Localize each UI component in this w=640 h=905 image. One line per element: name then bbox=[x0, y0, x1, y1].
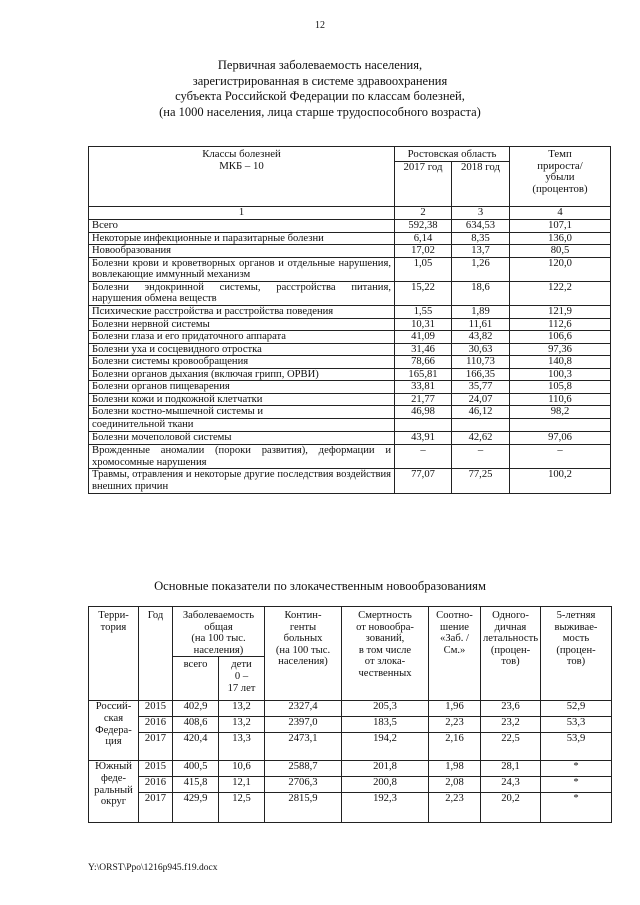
children-cell: 13,3 bbox=[219, 733, 265, 761]
table-header-row bbox=[89, 147, 611, 162]
disease-class: Некоторые инфекционные и паразитарные болезни bbox=[89, 232, 395, 245]
column-index-row bbox=[89, 206, 611, 219]
value-2017: 41,09 bbox=[395, 331, 452, 344]
growth-rate: 80,5 bbox=[510, 245, 611, 258]
table-row bbox=[89, 219, 611, 232]
table-row bbox=[89, 793, 612, 823]
col-index: 1 bbox=[89, 206, 395, 219]
children-cell: 12,1 bbox=[219, 777, 265, 793]
survival-cell: 53,9 bbox=[541, 733, 612, 761]
value-2017: 77,07 bbox=[395, 469, 452, 494]
lethality-cell: 24,3 bbox=[481, 777, 541, 793]
table-row bbox=[89, 381, 611, 394]
title-line: (на 1000 населения, лица старше трудоспособного возраста) bbox=[159, 104, 481, 119]
contingent-cell: 2588,7 bbox=[265, 761, 342, 777]
value-2018: 8,35 bbox=[452, 232, 510, 245]
year-header: Год bbox=[139, 607, 173, 701]
morbidity-table bbox=[88, 146, 611, 494]
growth-rate: 121,9 bbox=[510, 305, 611, 318]
lethality-cell: 23,6 bbox=[481, 701, 541, 717]
growth-rate: 100,2 bbox=[510, 469, 611, 494]
value-2017: 1,55 bbox=[395, 305, 452, 318]
ratio-cell: 1,96 bbox=[429, 701, 481, 717]
value-2018: 110,73 bbox=[452, 356, 510, 369]
growth-rate: 98,2 bbox=[510, 406, 611, 419]
table-row bbox=[89, 343, 611, 356]
value-2018: 35,77 bbox=[452, 381, 510, 394]
growth-rate: 107,1 bbox=[510, 219, 611, 232]
col-index: 3 bbox=[452, 206, 510, 219]
disease-class: Болезни костно-мышечной системы и bbox=[89, 406, 395, 419]
value-2018: 43,82 bbox=[452, 331, 510, 344]
total-cell: 402,9 bbox=[173, 701, 219, 717]
value-2018: 1,26 bbox=[452, 257, 510, 281]
disease-class: Травмы, отравления и некоторые другие последствия воздействия внешних причин bbox=[89, 469, 395, 494]
value-2017: 46,98 bbox=[395, 406, 452, 419]
table-row bbox=[89, 318, 611, 331]
table-row bbox=[89, 257, 611, 281]
year-cell: 2017 bbox=[139, 793, 173, 823]
growth-rate: 140,8 bbox=[510, 356, 611, 369]
table-row bbox=[89, 761, 612, 777]
table-row bbox=[89, 356, 611, 369]
lethality-cell: 20,2 bbox=[481, 793, 541, 823]
year-cell: 2016 bbox=[139, 717, 173, 733]
year-cell: 2015 bbox=[139, 701, 173, 717]
disease-class: Болезни органов дыхания (включая грипп, ОРВИ) bbox=[89, 368, 395, 381]
table-row bbox=[89, 281, 611, 305]
year-cell: 2017 bbox=[139, 733, 173, 761]
incidence-header: Заболеваемость общая (на 100 тыс. населения) bbox=[173, 607, 265, 657]
title-line: Первичная заболеваемость населения, bbox=[217, 58, 423, 72]
ratio-cell: 2,08 bbox=[429, 777, 481, 793]
value-2017: 592,38 bbox=[395, 219, 452, 232]
contingent-cell: 2706,3 bbox=[265, 777, 342, 793]
value-2017: 43,91 bbox=[395, 432, 452, 445]
lethality-cell: 23,2 bbox=[481, 717, 541, 733]
contingent-header: Контин- генты больных (на 100 тыс. населения) bbox=[265, 607, 342, 701]
table-row bbox=[89, 445, 611, 469]
table-row bbox=[89, 419, 611, 432]
contingent-cell: 2815,9 bbox=[265, 793, 342, 823]
page-number: 12 bbox=[315, 20, 325, 31]
children-header: дети 0 – 17 лет bbox=[219, 657, 265, 701]
table-row bbox=[89, 368, 611, 381]
lethality-header: Одного- дичная летальность (процен- тов) bbox=[481, 607, 541, 701]
value-2018: 46,12 bbox=[452, 406, 510, 419]
value-2018: 30,63 bbox=[452, 343, 510, 356]
table-row bbox=[89, 305, 611, 318]
value-2017: – bbox=[395, 445, 452, 469]
value-2017: 17,02 bbox=[395, 245, 452, 258]
table-row bbox=[89, 717, 612, 733]
total-cell: 400,5 bbox=[173, 761, 219, 777]
total-cell: 415,8 bbox=[173, 777, 219, 793]
table-row bbox=[89, 393, 611, 406]
children-cell: 12,5 bbox=[219, 793, 265, 823]
disease-class: Болезни уха и сосцевидного отростка bbox=[89, 343, 395, 356]
mortality-cell: 205,3 bbox=[342, 701, 429, 717]
survival-cell: * bbox=[541, 793, 612, 823]
value-2018: 11,61 bbox=[452, 318, 510, 331]
children-cell: 10,6 bbox=[219, 761, 265, 777]
growth-rate: 110,6 bbox=[510, 393, 611, 406]
mortality-header: Смертность от новообра- зований, в том числе от злока- чественных bbox=[342, 607, 429, 701]
morbidity-title bbox=[40, 58, 600, 120]
table-row bbox=[89, 245, 611, 258]
year-2017-header: 2017 год bbox=[395, 161, 452, 206]
disease-class: Новообразования bbox=[89, 245, 395, 258]
territory-header: Терри- тория bbox=[89, 607, 139, 701]
table-row bbox=[89, 777, 612, 793]
class-header: Классы болезней МКБ – 10 bbox=[89, 147, 395, 207]
mortality-cell: 200,8 bbox=[342, 777, 429, 793]
growth-rate: 122,2 bbox=[510, 281, 611, 305]
value-2017: 78,66 bbox=[395, 356, 452, 369]
mortality-cell: 183,5 bbox=[342, 717, 429, 733]
table-row bbox=[89, 469, 611, 494]
oncology-title: Основные показатели по злокачественным новообразованиям bbox=[154, 579, 486, 593]
ratio-header: Соотно- шение «Заб. / См.» bbox=[429, 607, 481, 701]
table-row bbox=[89, 432, 611, 445]
survival-header: 5-летняя выживае- мость (процен- тов) bbox=[541, 607, 612, 701]
survival-cell: 53,3 bbox=[541, 717, 612, 733]
ratio-cell: 2,23 bbox=[429, 717, 481, 733]
region-header: Ростовская область bbox=[395, 147, 510, 162]
growth-rate: 120,0 bbox=[510, 257, 611, 281]
contingent-cell: 2327,4 bbox=[265, 701, 342, 717]
table-row bbox=[89, 701, 612, 717]
disease-class: Болезни органов пищеварения bbox=[89, 381, 395, 394]
value-2018: 18,6 bbox=[452, 281, 510, 305]
value-2017: 31,46 bbox=[395, 343, 452, 356]
value-2017 bbox=[395, 419, 452, 432]
col-index: 4 bbox=[510, 206, 611, 219]
survival-cell: * bbox=[541, 777, 612, 793]
year-cell: 2015 bbox=[139, 761, 173, 777]
value-2017: 33,81 bbox=[395, 381, 452, 394]
mortality-cell: 201,8 bbox=[342, 761, 429, 777]
disease-class: Врожденные аномалии (пороки развития), деформации и хромосомные нарушения bbox=[89, 445, 395, 469]
value-2018: 77,25 bbox=[452, 469, 510, 494]
growth-rate: 97,06 bbox=[510, 432, 611, 445]
growth-rate bbox=[510, 419, 611, 432]
value-2018: – bbox=[452, 445, 510, 469]
growth-rate: 106,6 bbox=[510, 331, 611, 344]
disease-class: Болезни системы кровообращения bbox=[89, 356, 395, 369]
total-cell: 429,9 bbox=[173, 793, 219, 823]
mortality-cell: 192,3 bbox=[342, 793, 429, 823]
table-header-row bbox=[89, 607, 612, 657]
value-2017: 15,22 bbox=[395, 281, 452, 305]
disease-class: Болезни глаза и его придаточного аппарата bbox=[89, 331, 395, 344]
disease-class: Болезни кожи и подкожной клетчатки bbox=[89, 393, 395, 406]
survival-cell: 52,9 bbox=[541, 701, 612, 717]
value-2018: 42,62 bbox=[452, 432, 510, 445]
col-index: 2 bbox=[395, 206, 452, 219]
disease-class: Болезни нервной системы bbox=[89, 318, 395, 331]
value-2017: 10,31 bbox=[395, 318, 452, 331]
disease-class: соединительной ткани bbox=[89, 419, 395, 432]
file-path: Y:\ORST\Ppo\1216p945.f19.docx bbox=[88, 863, 218, 873]
year-cell: 2016 bbox=[139, 777, 173, 793]
disease-class: Болезни эндокринной системы, расстройства питания, нарушения обмена веществ bbox=[89, 281, 395, 305]
territory-cell: Россий- ская Федера- ция bbox=[89, 701, 139, 761]
total-header: всего bbox=[173, 657, 219, 701]
growth-rate: 100,3 bbox=[510, 368, 611, 381]
children-cell: 13,2 bbox=[219, 717, 265, 733]
ratio-cell: 2,16 bbox=[429, 733, 481, 761]
year-2018-header: 2018 год bbox=[452, 161, 510, 206]
value-2017: 21,77 bbox=[395, 393, 452, 406]
ratio-cell: 2,23 bbox=[429, 793, 481, 823]
title-line: субъекта Российской Федерации по классам болезней, bbox=[175, 89, 465, 103]
ratio-cell: 1,98 bbox=[429, 761, 481, 777]
value-2017: 6,14 bbox=[395, 232, 452, 245]
table-row bbox=[89, 406, 611, 419]
total-cell: 420,4 bbox=[173, 733, 219, 761]
disease-class: Всего bbox=[89, 219, 395, 232]
value-2017: 165,81 bbox=[395, 368, 452, 381]
value-2018: 166,35 bbox=[452, 368, 510, 381]
contingent-cell: 2397,0 bbox=[265, 717, 342, 733]
growth-rate: 136,0 bbox=[510, 232, 611, 245]
table-row bbox=[89, 733, 612, 761]
growth-rate: 112,6 bbox=[510, 318, 611, 331]
value-2018: 24,07 bbox=[452, 393, 510, 406]
growth-rate: 105,8 bbox=[510, 381, 611, 394]
value-2018: 1,89 bbox=[452, 305, 510, 318]
disease-class: Болезни мочеполовой системы bbox=[89, 432, 395, 445]
growth-rate: – bbox=[510, 445, 611, 469]
value-2017: 1,05 bbox=[395, 257, 452, 281]
total-cell: 408,6 bbox=[173, 717, 219, 733]
disease-class: Психические расстройства и расстройства поведения bbox=[89, 305, 395, 318]
lethality-cell: 22,5 bbox=[481, 733, 541, 761]
survival-cell: * bbox=[541, 761, 612, 777]
lethality-cell: 28,1 bbox=[481, 761, 541, 777]
mortality-cell: 194,2 bbox=[342, 733, 429, 761]
table-row bbox=[89, 331, 611, 344]
title-line: зарегистрированная в системе здравоохранения bbox=[192, 73, 448, 88]
value-2018 bbox=[452, 419, 510, 432]
disease-class: Болезни крови и кроветворных органов и отдельные нарушения, вовлекающие иммунный механизм bbox=[89, 257, 395, 281]
value-2018: 634,53 bbox=[452, 219, 510, 232]
oncology-table bbox=[88, 606, 612, 823]
value-2018: 13,7 bbox=[452, 245, 510, 258]
children-cell: 13,2 bbox=[219, 701, 265, 717]
table-row bbox=[89, 232, 611, 245]
growth-header: Темп прироста/ убыли (процентов) bbox=[510, 147, 611, 207]
contingent-cell: 2473,1 bbox=[265, 733, 342, 761]
growth-rate: 97,36 bbox=[510, 343, 611, 356]
territory-cell: Южный феде- ральный округ bbox=[89, 761, 139, 823]
